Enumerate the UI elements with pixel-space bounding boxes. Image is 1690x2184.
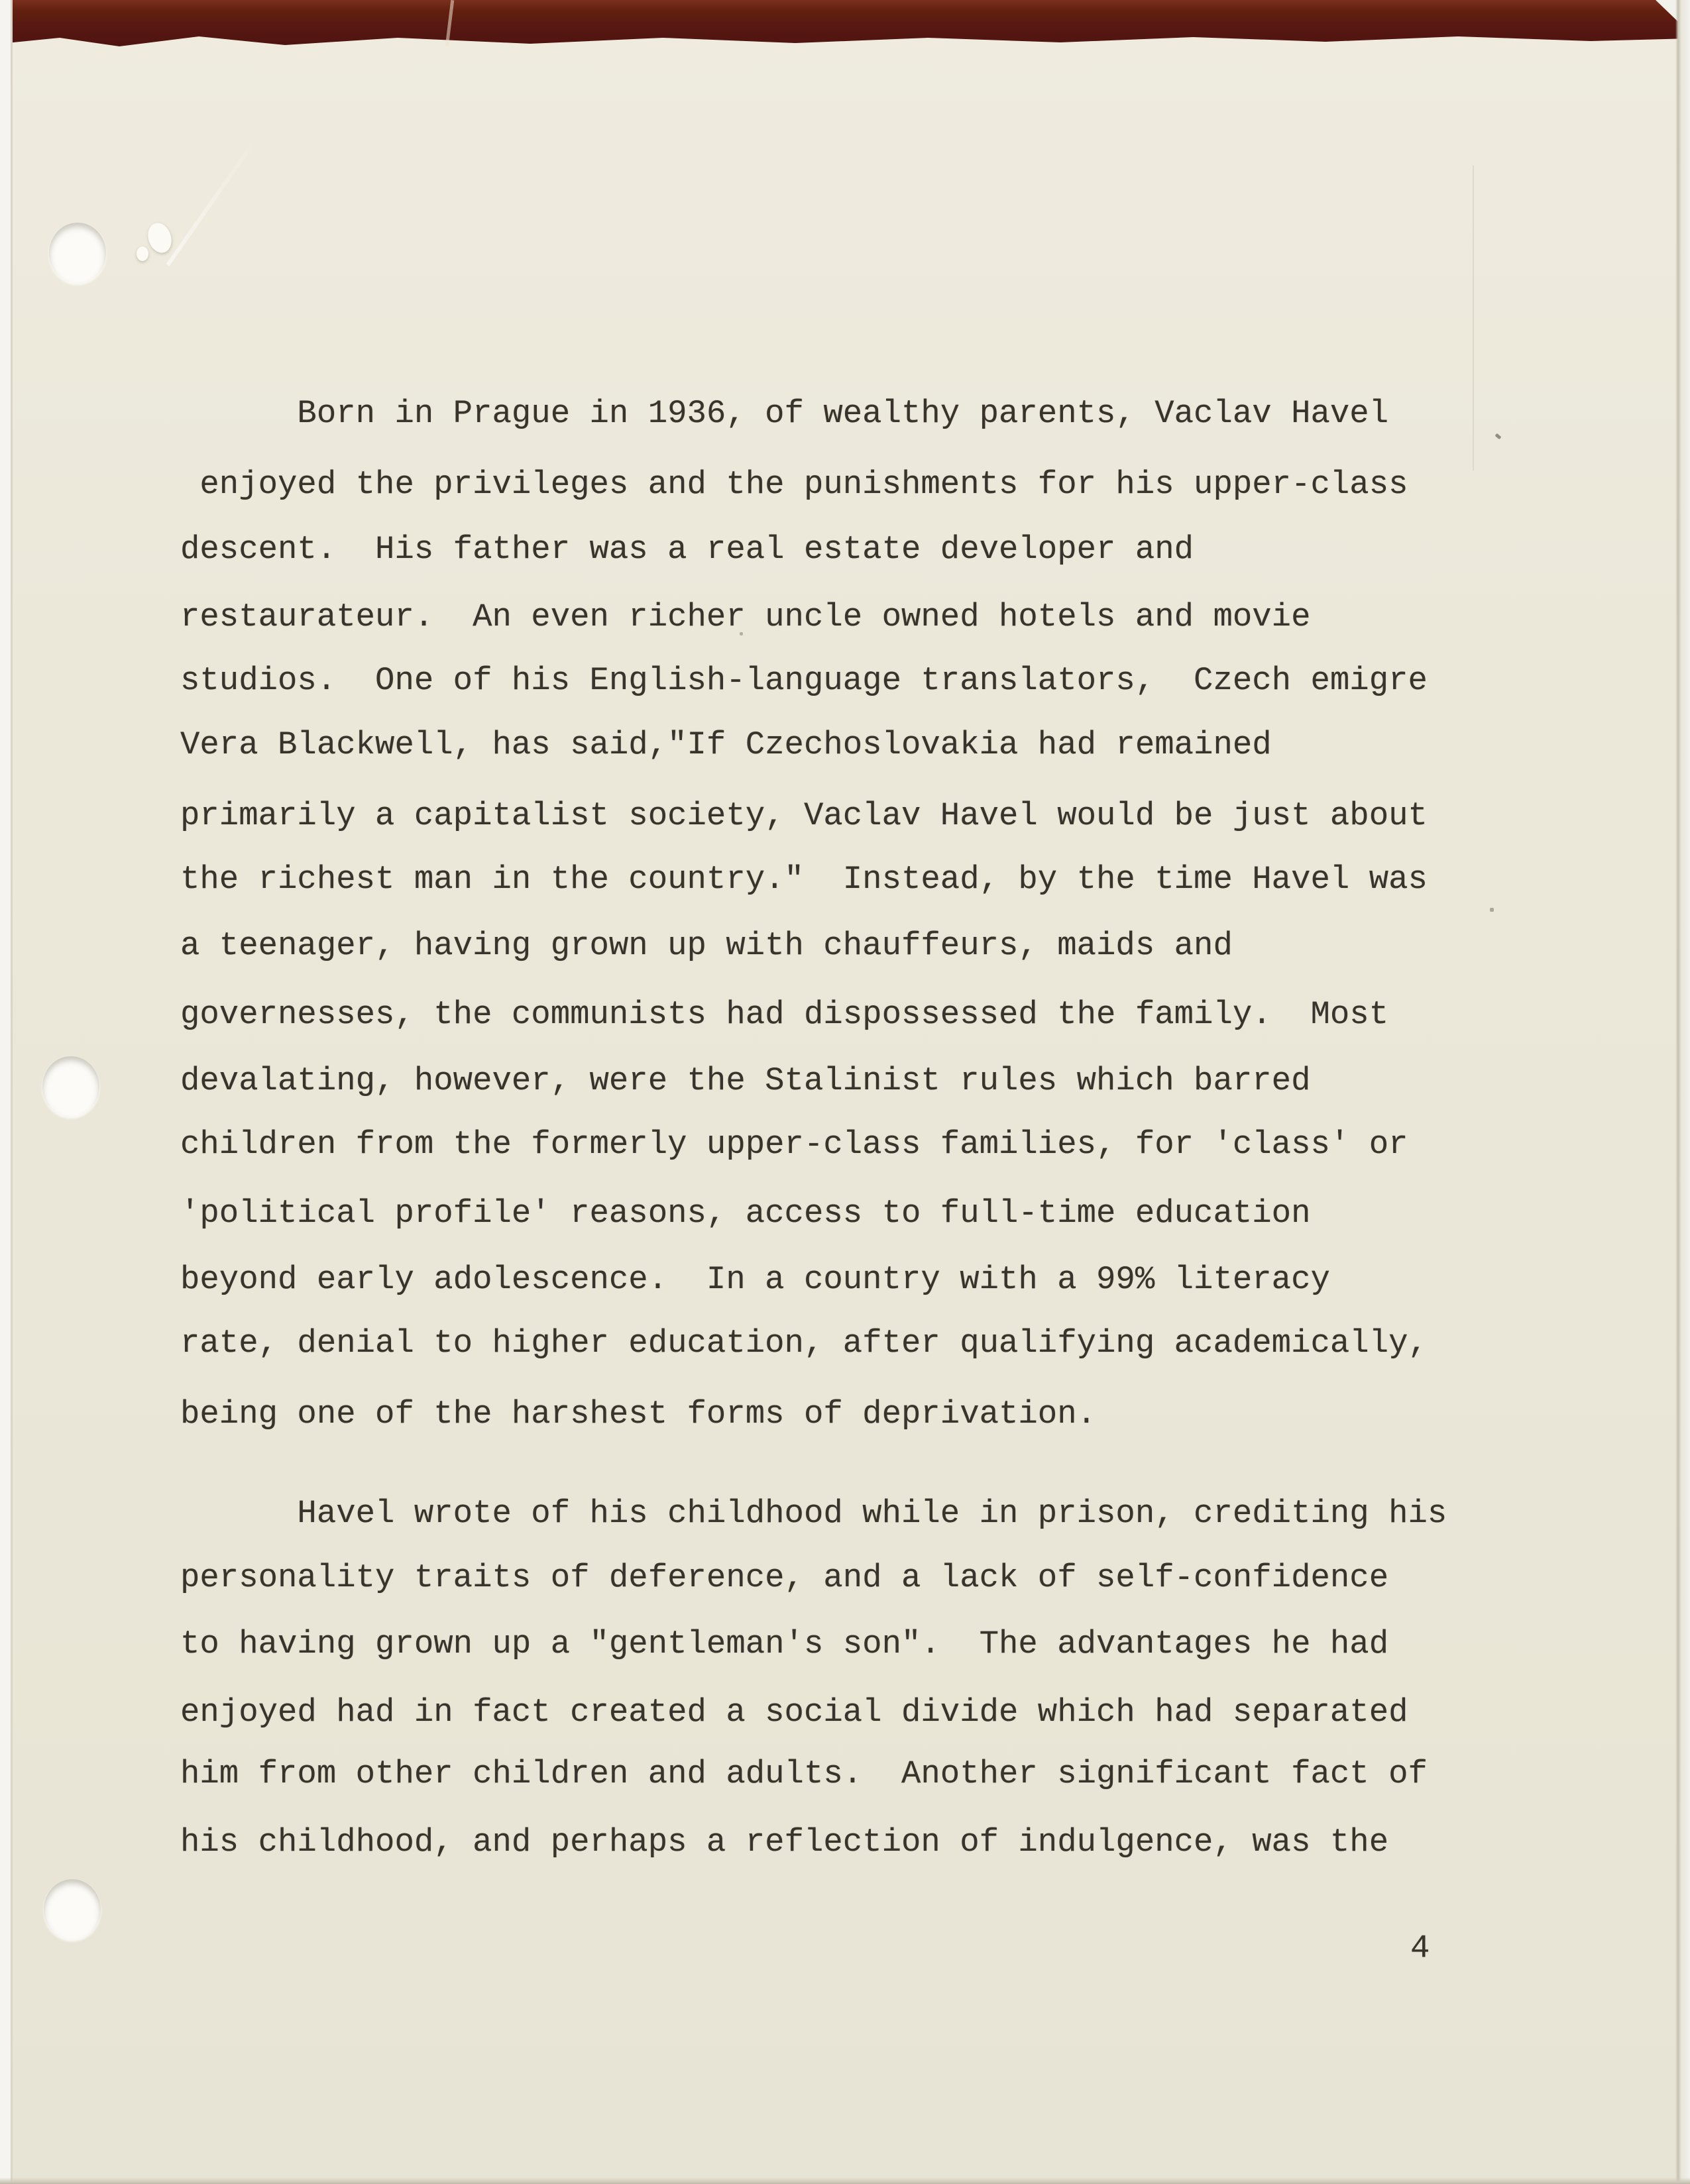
page-number: 4 — [1410, 1930, 1430, 1967]
paper-tear-highlight — [144, 220, 176, 256]
punch-hole-top — [49, 223, 106, 284]
text-line: personality traits of deference, and a lack of self-confidence — [180, 1559, 1389, 1596]
text-line: Havel wrote of his childhood while in prison, crediting his — [180, 1495, 1447, 1532]
ink-speck — [1494, 433, 1501, 440]
text-line: Vera Blackwell, has said,"If Czechoslovakia had remained — [180, 726, 1272, 763]
paper-tear-highlight — [137, 246, 148, 261]
paper-edge-bottom — [0, 2177, 1690, 2184]
punch-hole-middle — [42, 1056, 99, 1117]
text-line: a teenager, having grown up with chauffeurs, maids and — [180, 927, 1233, 964]
text-line: governesses, the communists had dispossessed the family. Most — [180, 996, 1389, 1033]
paper-fold-line — [1473, 166, 1474, 470]
text-line: descent. His father was a real estate developer and — [180, 531, 1194, 568]
paper-crease — [166, 139, 257, 266]
paper-edge-right — [1675, 0, 1690, 2184]
text-line: children from the formerly upper-class families, for 'class' or — [180, 1126, 1408, 1163]
text-line: restaurateur. An even richer uncle owned hotels and movie — [180, 598, 1311, 635]
text-line: devalating, however, were the Stalinist rules which barred — [180, 1062, 1311, 1099]
text-line: the richest man in the country." Instead, by the time Havel was — [180, 861, 1428, 898]
text-line: enjoyed had in fact created a social divide which had separated — [180, 1694, 1408, 1731]
text-line: beyond early adolescence. In a country with a 99% literacy — [180, 1261, 1330, 1298]
text-line: primarily a capitalist society, Vaclav Havel would be just about — [180, 797, 1428, 834]
text-line: studios. One of his English-language translators, Czech emigre — [180, 662, 1428, 699]
text-line: enjoyed the privileges and the punishments for his upper-class — [180, 466, 1408, 503]
text-line: Born in Prague in 1936, of wealthy parents, Vaclav Havel — [180, 395, 1389, 432]
text-line: his childhood, and perhaps a reflection of indulgence, was the — [180, 1824, 1389, 1861]
text-line: rate, denial to higher education, after qualifying academically, — [180, 1325, 1428, 1362]
text-line: to having grown up a "gentleman's son". The advantages he had — [180, 1625, 1389, 1663]
text-line: him from other children and adults. Another significant fact of — [180, 1755, 1428, 1792]
text-line: being one of the harshest forms of deprivation. — [180, 1395, 1097, 1433]
ink-speck — [1490, 908, 1494, 912]
scanner-edge-left — [0, 0, 13, 2184]
scan-top-edge-band — [0, 0, 1690, 48]
punch-hole-bottom — [44, 1879, 101, 1940]
text-line: 'political profile' reasons, access to full-time education — [180, 1195, 1311, 1232]
